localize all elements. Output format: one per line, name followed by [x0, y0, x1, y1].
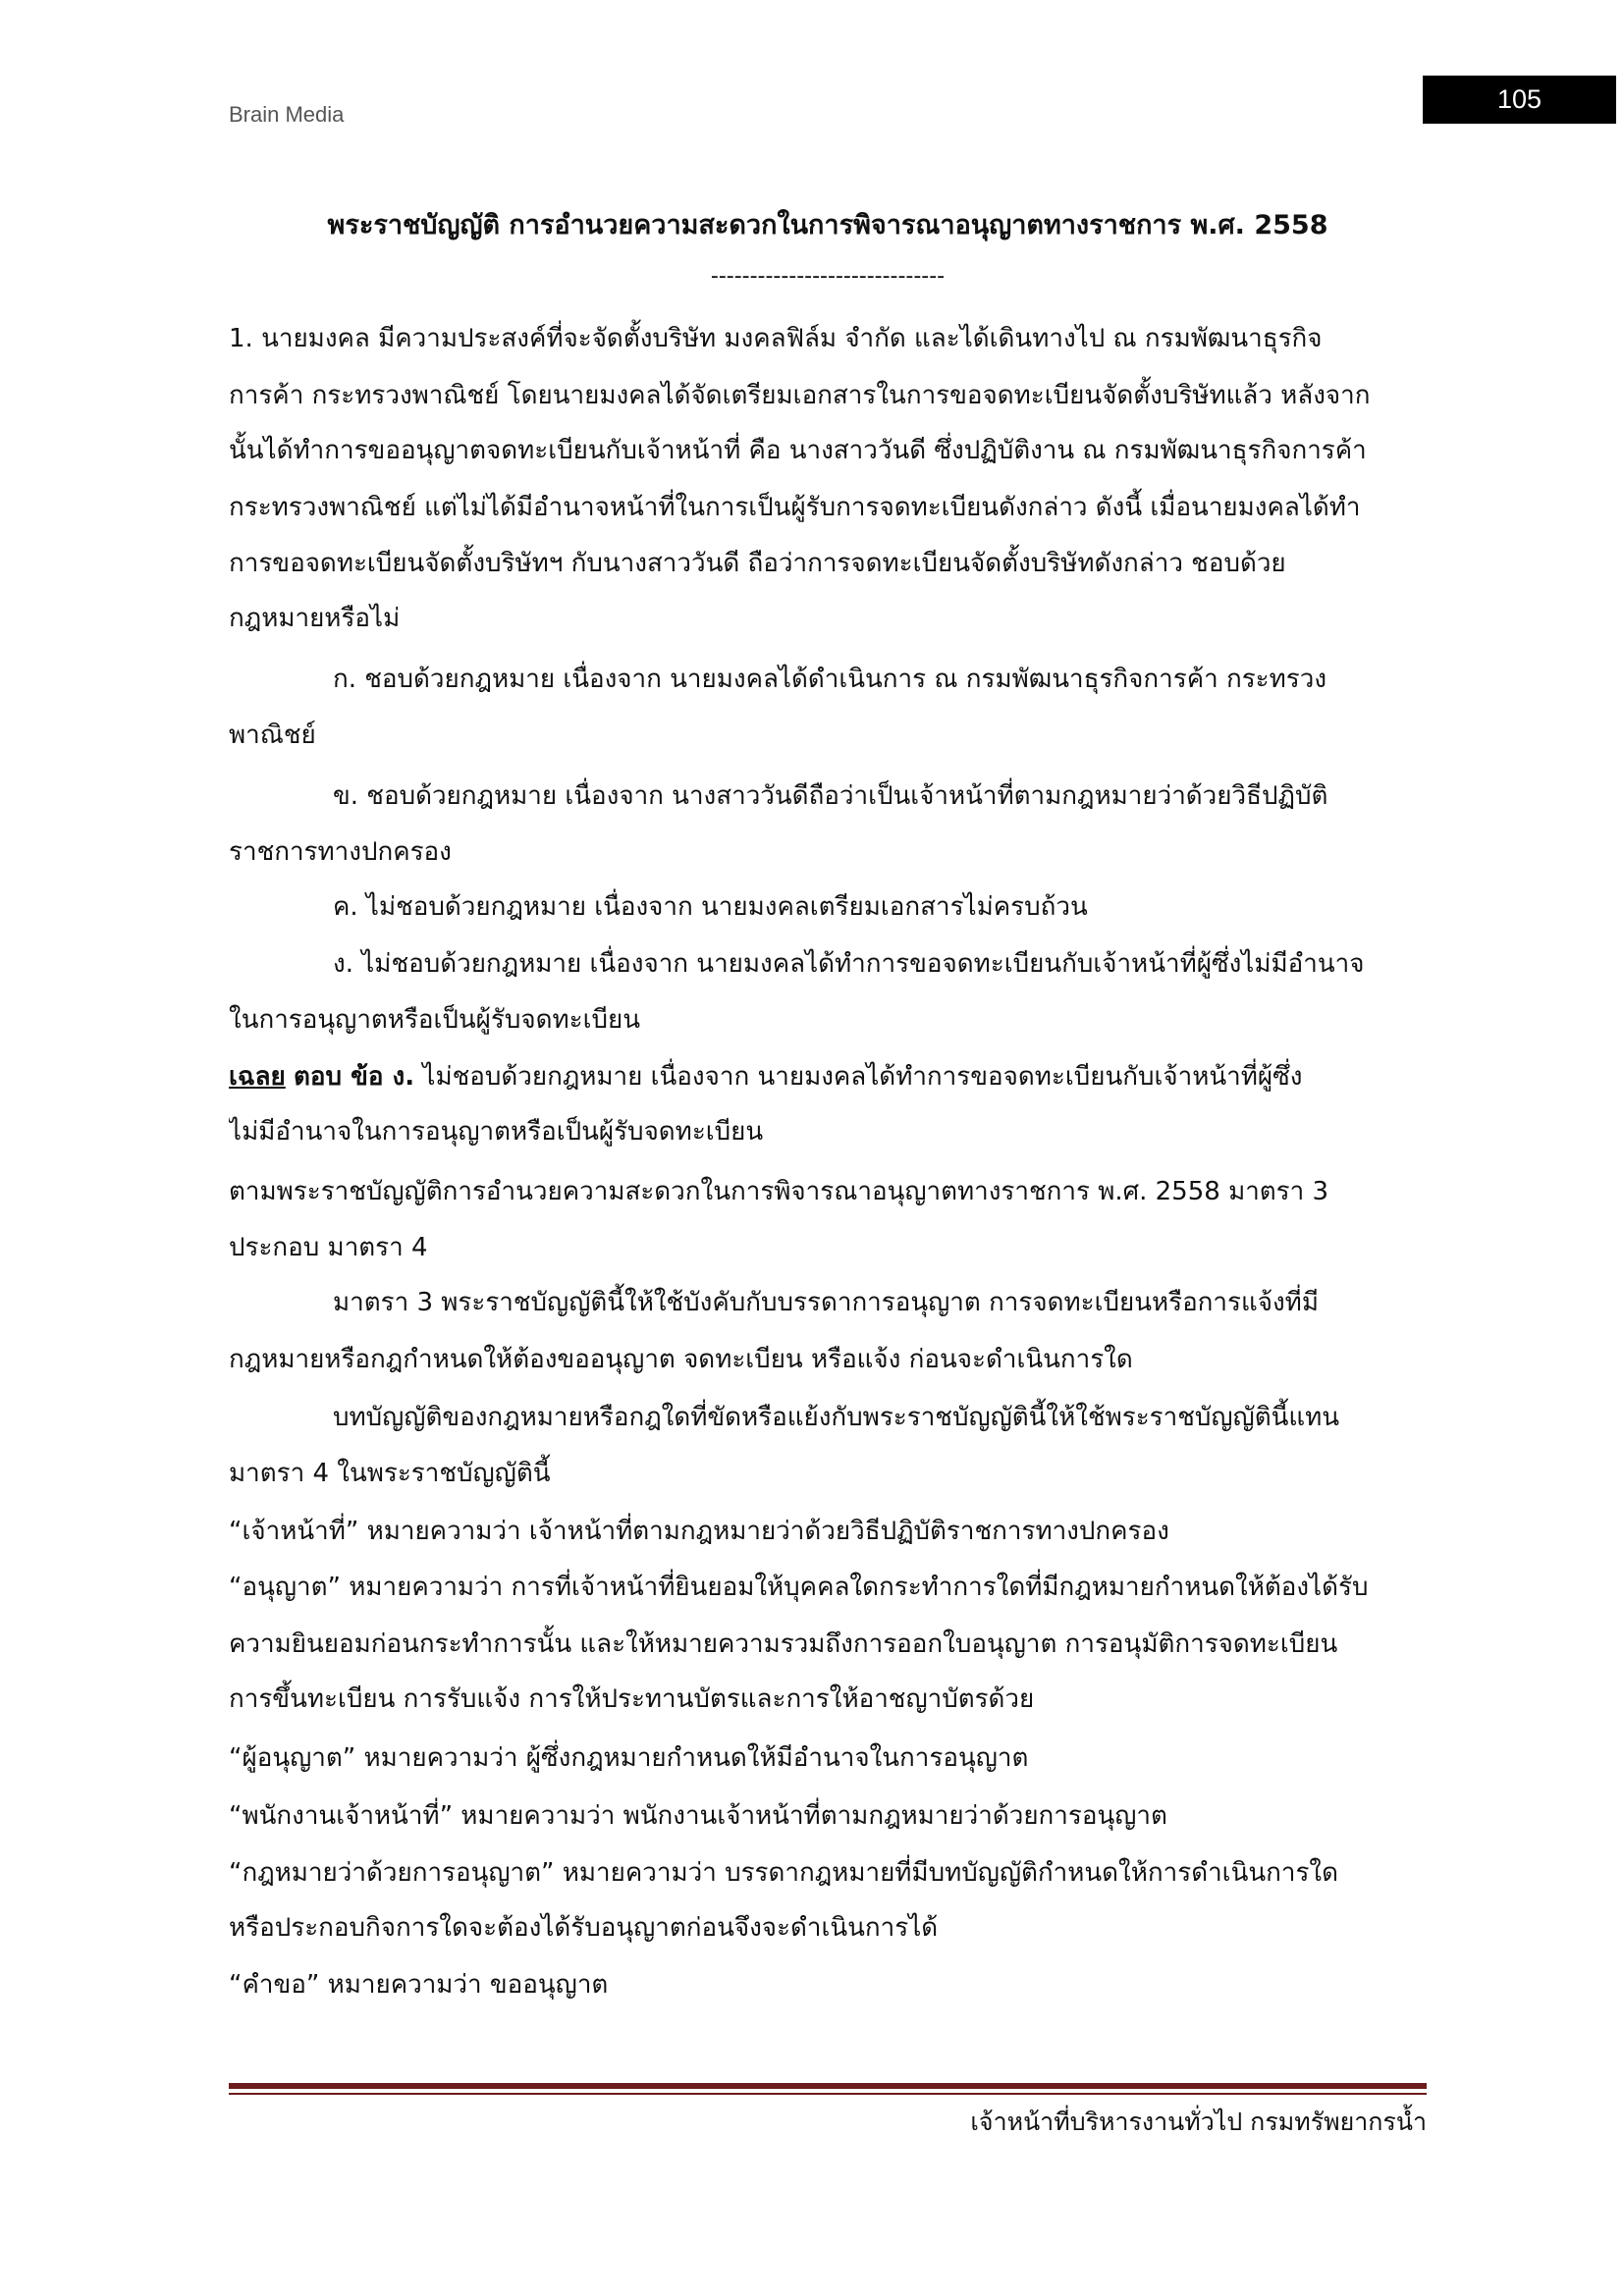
question-stem-line: นั้นได้ทำการขออนุญาตจดทะเบียนกับเจ้าหน้าที่ คือ นางสาววันดี ซึ่งปฏิบัติงาน ณ กรมพัฒนาธุรกิจการค้า: [229, 436, 1367, 465]
answer-text-line: ไม่มีอำนาจในการอนุญาตหรือเป็นผู้รับจดทะเบียน: [229, 1117, 764, 1147]
option-a-line: ก. ชอบด้วยกฎหมาย เนื่องจาก นายมงคลได้ดำเนินการ ณ กรมพัฒนาธุรกิจการค้า กระทรวง: [333, 665, 1327, 694]
page-number-badge: 105: [1423, 76, 1616, 124]
question-stem-line: การขอจดทะเบียนจัดตั้งบริษัทฯ กับนางสาววันดี ถือว่าการจดทะเบียนจัดตั้งบริษัทดังกล่าว ชอบด้วย: [229, 549, 1286, 578]
option-b-line: ราชการทางปกครอง: [229, 837, 452, 867]
section3-line: กฎหมายหรือกฎกำหนดให้ต้องขออนุญาต จดทะเบียน หรือแจ้ง ก่อนจะดำเนินการใด: [229, 1345, 1133, 1374]
footer-rule-thick: [229, 2083, 1427, 2089]
footer-text: เจ้าหน้าที่บริหารงานทั่วไป กรมทรัพยากรน้ำ: [970, 2108, 1427, 2136]
header-brand: Brain Media: [229, 102, 345, 127]
answer-label: เฉลย: [229, 1062, 286, 1092]
document-title: พระราชบัญญัติ การอำนวยความสะดวกในการพิจารณาอนุญาตทางราชการ พ.ศ. 2558: [327, 210, 1328, 240]
option-d-line: ในการอนุญาตหรือเป็นผู้รับจดทะเบียน: [229, 1005, 641, 1035]
option-a-line: พาณิชย์: [229, 721, 316, 750]
option-d-line: ง. ไม่ชอบด้วยกฎหมาย เนื่องจาก นายมงคลได้ทำการขอจดทะเบียนกับเจ้าหน้าที่ผู้ซึ่งไม่มีอำนาจ: [333, 949, 1365, 979]
definition-line: การขึ้นทะเบียน การรับแจ้ง การให้ประทานบัตรและการให้อาชญาบัตรด้วย: [229, 1684, 1035, 1714]
answer-choice: ตอบ ข้อ ง.: [294, 1062, 415, 1092]
reference-line: ประกอบ มาตรา 4: [229, 1233, 428, 1262]
section3-line: มาตรา 3 พระราชบัญญัตินี้ให้ใช้บังคับกับบรรดาการอนุญาต การจดทะเบียนหรือการแจ้งที่มี: [333, 1288, 1319, 1317]
question-stem-line: การค้า กระทรวงพาณิชย์ โดยนายมงคลได้จัดเตรียมเอกสารในการขอจดทะเบียนจัดตั้งบริษัทแล้ว หลังจาก: [229, 381, 1371, 410]
definition-line: “คำขอ” หมายความว่า ขออนุญาต: [229, 1970, 609, 2000]
definition-line: “อนุญาต” หมายความว่า การที่เจ้าหน้าที่ยินยอมให้บุคคลใดกระทำการใดที่มีกฎหมายกำหนดให้ต้องได้รับ: [229, 1573, 1369, 1602]
definition-line: “เจ้าหน้าที่” หมายความว่า เจ้าหน้าที่ตามกฎหมายว่าด้วยวิธีปฏิบัติราชการทางปกครอง: [229, 1517, 1169, 1546]
question-stem-line: กฎหมายหรือไม่: [229, 604, 401, 633]
answer-line: [229, 1049, 1456, 1104]
option-c-line: ค. ไม่ชอบด้วยกฎหมาย เนื่องจาก นายมงคลเตรียมเอกสารไม่ครบถ้วน: [333, 892, 1088, 922]
title-separator: ------------------------------: [710, 264, 946, 289]
footer-rule-thin: [229, 2093, 1427, 2095]
option-b-line: ข. ชอบด้วยกฎหมาย เนื่องจาก นางสาววันดีถือว่าเป็นเจ้าหน้าที่ตามกฎหมายว่าด้วยวิธีปฏิบัติ: [333, 781, 1328, 811]
definition-line: “กฎหมายว่าด้วยการอนุญาต” หมายความว่า บรรดากฎหมายที่มีบทบัญญัติกำหนดให้การดำเนินการใด: [229, 1858, 1338, 1888]
reference-line: ตามพระราชบัญญัติการอำนวยความสะดวกในการพิจารณาอนุญาตทางราชการ พ.ศ. 2558 มาตรา 3: [229, 1177, 1329, 1206]
definition-line: หรือประกอบกิจการใดจะต้องได้รับอนุญาตก่อนจึงจะดำเนินการได้: [229, 1913, 939, 1943]
definition-line: ความยินยอมก่อนกระทำการนั้น และให้หมายความรวมถึงการออกใบอนุญาต การอนุมัติการจดทะเบียน: [229, 1629, 1338, 1659]
question-stem-line: 1. นายมงคล มีความประสงค์ที่จะจัดตั้งบริษัท มงคลฟิล์ม จำกัด และได้เดินทางไป ณ กรมพัฒนาธุรกิจ: [229, 324, 1323, 353]
section4-heading: มาตรา 4 ในพระราชบัญญัตินี้: [229, 1459, 551, 1488]
question-stem-line: กระทรวงพาณิชย์ แต่ไม่ได้มีอำนาจหน้าที่ในการเป็นผู้รับการจดทะเบียนดังกล่าว ดังนี้ เมื่อนายมงคลได้ทำ: [229, 493, 1361, 522]
definition-line: “พนักงานเจ้าหน้าที่” หมายความว่า พนักงานเจ้าหน้าที่ตามกฎหมายว่าด้วยการอนุญาต: [229, 1801, 1167, 1831]
section3-line: บทบัญญัติของกฎหมายหรือกฎใดที่ขัดหรือแย้งกับพระราชบัญญัตินี้ให้ใช้พระราชบัญญัตินี้แทน: [333, 1403, 1340, 1432]
definition-line: “ผู้อนุญาต” หมายความว่า ผู้ซึ่งกฎหมายกำหนดให้มีอำนาจในการอนุญาต: [229, 1743, 1029, 1773]
answer-text: ไม่ชอบด้วยกฎหมาย เนื่องจาก นายมงคลได้ทำการขอจดทะเบียนกับเจ้าหน้าที่ผู้ซึ่ง: [422, 1062, 1303, 1092]
